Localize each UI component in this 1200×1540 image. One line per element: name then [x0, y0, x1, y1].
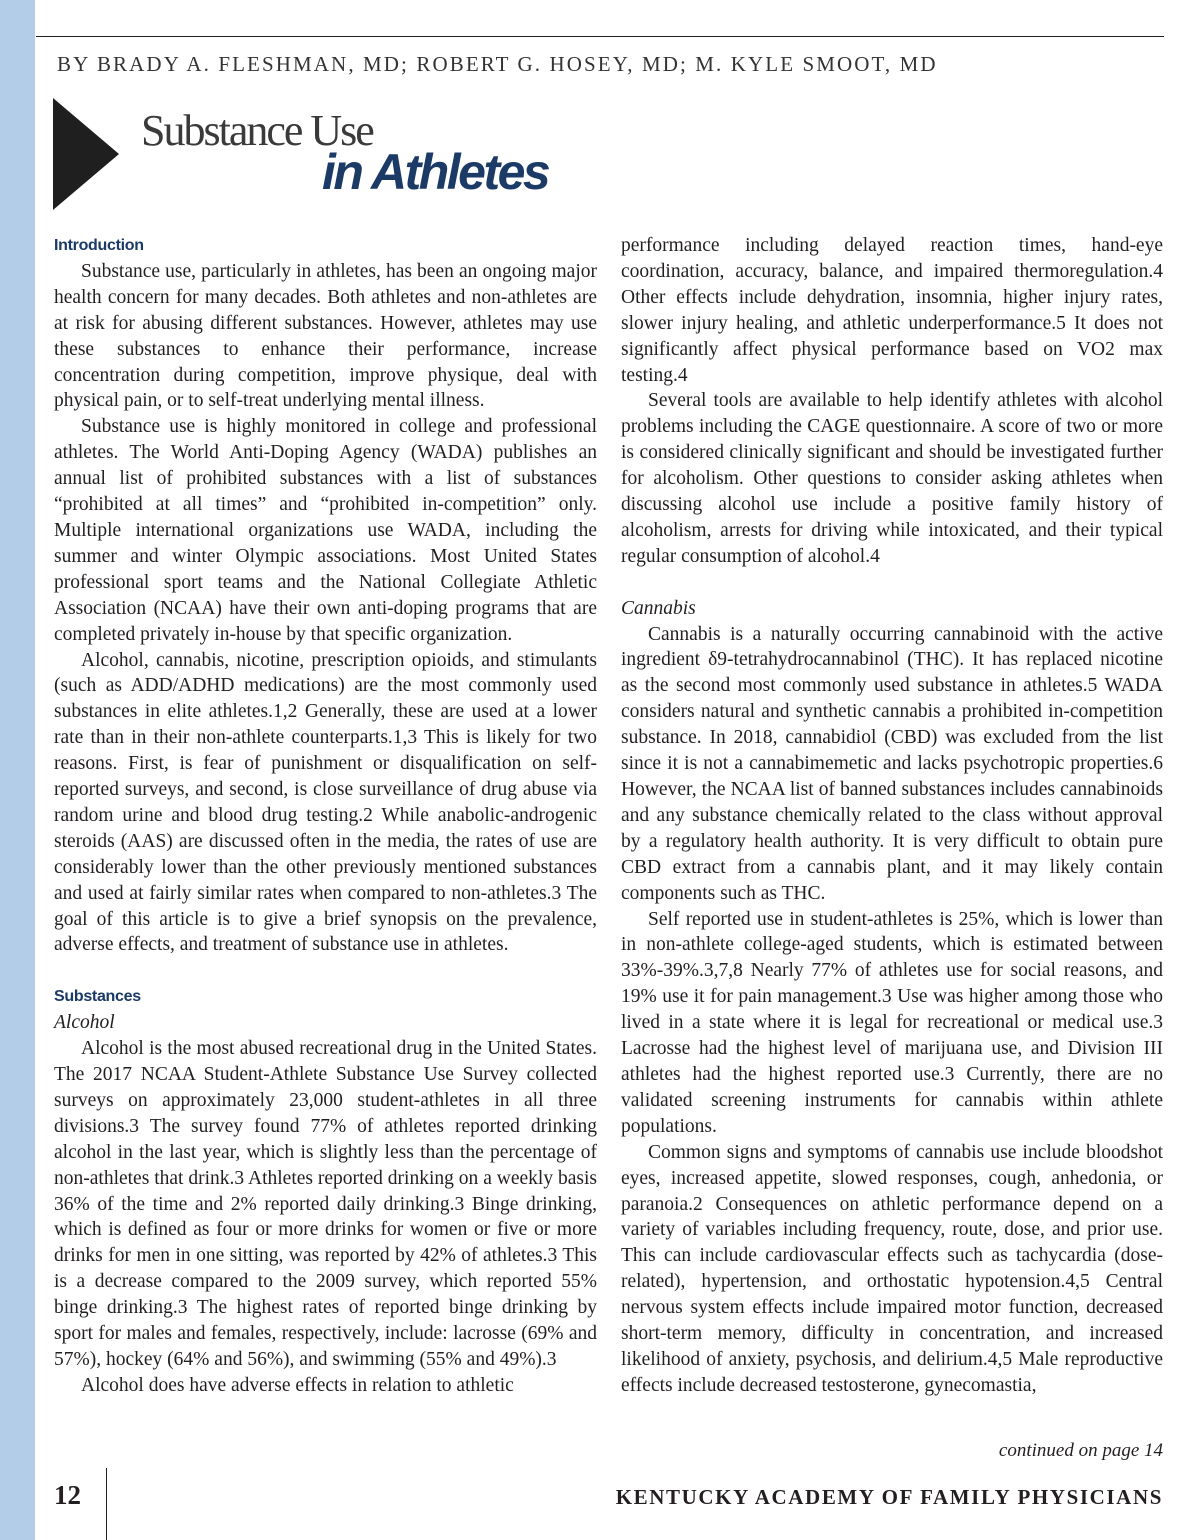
subheading-cannabis: Cannabis	[621, 597, 696, 619]
left-column	[54, 233, 597, 1399]
paragraph: Alcohol is the most abused recreational drug in the United States. The 2017 NCAA Student-Athlete Substance Use Survey collected surveys on approximately 23,000 student-athletes in all three divisions.3 The survey found 77% of athletes reported drinking alcohol in the last year, which is slightly less than the percentage of non-athletes that drink.3 Athletes reported drinking on a weekly basis 36% of the time and 2% reported daily drinking.3 Binge drinking, which is defined as four or more drinks for women or five or more drinks for men in one sitting, was reported by 42% of athletes.3 This is a decrease compared to the 2009 survey, which reported 55% binge drinking.3 The highest rates of reported binge drinking by sport for males and females, respectively, include: lacrosse (69% and 57%), hockey (64% and 56%), and swimming (55% and 49%).3	[54, 1038, 597, 1370]
paragraph: Cannabis is a naturally occurring cannabinoid with the active ingredient δ9-tetrahydrocannabinol (THC). It has replaced nicotine as the second most commonly used substance in athletes.5 WADA considers natural and synthetic cannabis a prohibited in-competition substance. In 2018, cannabidiol (CBD) was excluded from the list since it is not a cannabimemetic and lacks psychotropic properties.6 However, the NCAA list of banned substances includes cannabinoids and any substance chemically related to the class without approval by a regulatory health authority. It is very difficult to obtain pure CBD extract from a cannabis plant, and it may likely contain components such as THC.	[621, 623, 1163, 904]
heading-introduction: Introduction	[54, 237, 144, 254]
paragraph: Several tools are available to help identify athletes with alcohol problems including the CAGE questionnaire. A score of two or more is considered clinically significant and should be investigated further for alcoholism. Other questions to consider asking athletes when discussing alcohol use include a positive family history of alcoholism, arrests for driving while intoxicated, and their typical regular consumption of alcohol.4	[621, 390, 1163, 567]
page-number: 12	[54, 1480, 81, 1510]
paragraph: Alcohol, cannabis, nicotine, prescription opioids, and stimulants (such as ADD/ADHD medications) are the most commonly used substances in elite athletes.1,2 Generally, these are used at a lower rate than in their non-athlete counterparts.1,3 This is likely for two reasons. First, is fear of punishment or disqualification on self-reported surveys, and second, is close surveillance of drug abuse via random urine and blood drug testing.2 While anabolic-androgenic steroids (AAS) are discussed often in the media, the rates of use are considerably lower than the other previously mentioned substances and used at fairly similar rates when compared to non-athletes.3 The goal of this article is to give a brief synopsis on the prevalence, adverse effects, and treatment of substance use in athletes.	[54, 649, 597, 956]
paragraph: Alcohol does have adverse effects in relation to athletic	[81, 1374, 514, 1396]
triangle-icon	[53, 98, 121, 210]
paragraph: Common signs and symptoms of cannabis use include bloodshot eyes, increased appetite, slowed responses, cough, anhedonia, or paranoia.2 Consequences on athletic performance depend on a variety of variables including frequency, route, dose, and prior use. This can include cardiovascular effects such as tachycardia (dose-related), hypertension, and orthostatic hypotension.4,5 Central nervous system effects include impaired motor function, decreased short-term memory, difficulty in concentration, and increased likelihood of anxiety, psychosis, and delirium.4,5 Male reproductive effects include decreased testosterone, gynecomastia,	[621, 1141, 1163, 1396]
heading-substances: Substances	[54, 988, 141, 1006]
right-column	[621, 233, 1163, 1399]
journal-name: KENTUCKY ACADEMY OF FAMILY PHYSICIANS	[615, 1485, 1163, 1509]
subheading-alcohol: Alcohol	[54, 1012, 115, 1034]
paragraph: Self reported use in student-athletes is 25%, which is lower than in non-athlete college-aged students, which is estimated between 33%-39%.3,7,8 Nearly 77% of athletes use for social reasons, and 19% use it for pain management.3 Use was higher among those who lived in a state where it is legal for recreational or medical use.3 Lacrosse had the highest level of marijuana use, and Division III athletes had the highest reported use.3 Currently, there are no validated screening instruments for cannabis within athlete populations.	[621, 908, 1163, 1137]
article-title-line1: Substance Use	[141, 106, 373, 155]
footer-divider	[106, 1468, 107, 1540]
article-title-line2: in Athletes	[322, 144, 549, 200]
continued-note: continued on page 14	[998, 1440, 1163, 1461]
byline: BY BRADY A. FLESHMAN, MD; ROBERT G. HOSEY, MD; M. KYLE SMOOT, MD	[57, 52, 938, 76]
side-accent-bar	[0, 0, 35, 1540]
paragraph: Substance use, particularly in athletes, has been an ongoing major health concern for many decades. Both athletes and non-athletes are at risk for abusing different substances. However, athletes may use these substances to enhance their performance, increase concentration during competition, improve physique, deal with physical pain, or to self-treat underlying mental illness.	[54, 260, 597, 412]
paragraph: performance including delayed reaction times, hand-eye coordination, accuracy, balance, and impaired thermoregulation.4 Other effects include dehydration, insomnia, higher injury rates, slower injury healing, and athletic underperformance.5 It does not significantly affect physical performance based on VO2 max testing.4	[621, 235, 1163, 386]
paragraph: Substance use is highly monitored in college and professional athletes. The World Anti-Doping Agency (WADA) publishes an annual list of prohibited substances with a list of substances “prohibited at all times” and “prohibited in-competition” only. Multiple international organizations use WADA, including the summer and winter Olympic associations. Most United States professional sport teams and the National Collegiate Athletic Association (NCAA) have their own anti-doping programs that are completed privately in-house by that specific organization.	[54, 416, 597, 645]
top-rule	[36, 36, 1164, 37]
